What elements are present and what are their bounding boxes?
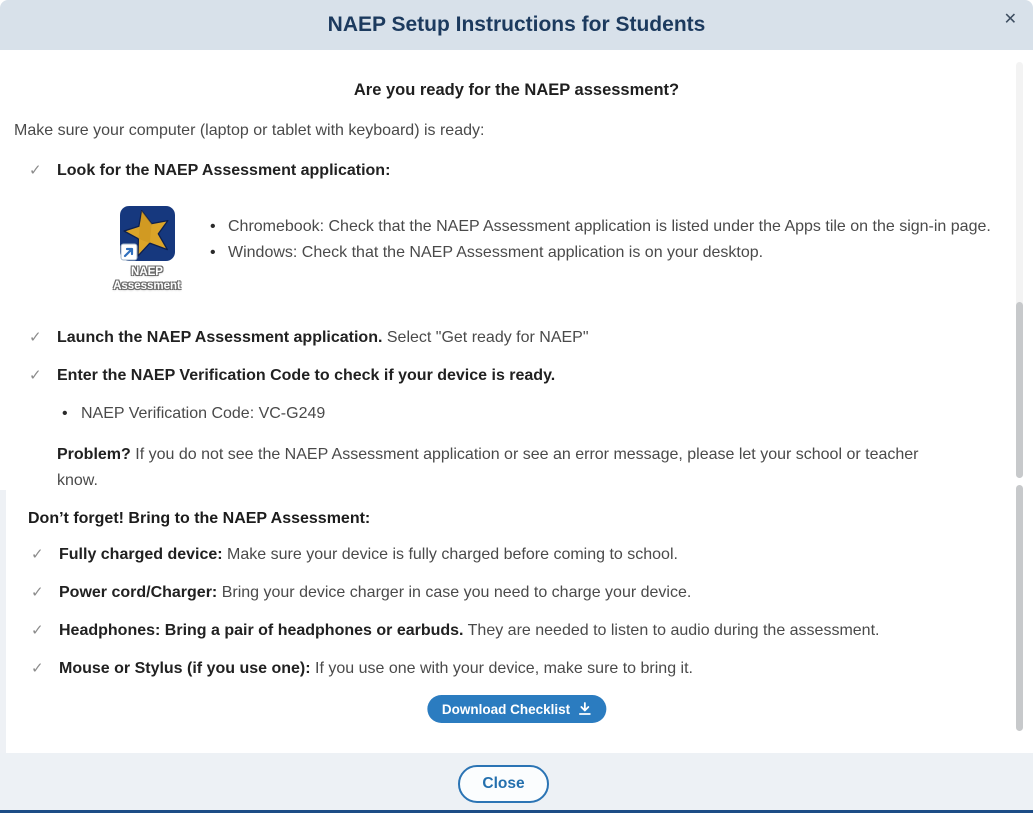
- bullet-icon: •: [210, 244, 216, 261]
- bullet-icon: •: [62, 405, 68, 422]
- bring-item-text: Fully charged device: Make sure your device is fully charged before coming to school.: [59, 546, 678, 563]
- scrollbar-thumb-upper[interactable]: [1016, 302, 1023, 478]
- step-launch: [29, 328, 589, 348]
- shortcut-arrow-icon: [121, 244, 137, 260]
- bring-item-text: Headphones: Bring a pair of headphones or earbuds. They are needed to listen to audio during the assessment.: [59, 622, 880, 639]
- step-enter-code: [29, 366, 555, 386]
- verification-code-item: [62, 404, 325, 424]
- problem-note: Problem? If you do not see the NAEP Assessment application or see an error message, please let your school or teacher know.: [57, 446, 919, 489]
- bring-item-power-cord: [31, 583, 691, 603]
- step-look-for: [29, 161, 390, 181]
- checkmark-icon: ✓: [29, 162, 42, 179]
- bring-item-mouse-stylus: [31, 659, 693, 679]
- checkmark-icon: ✓: [29, 329, 42, 346]
- scrollbar-thumb-lower[interactable]: [1016, 485, 1023, 731]
- platform-bullet-list: [210, 214, 995, 266]
- bring-item-text: Mouse or Stylus (if you use one): If you use one with your device, make sure to bring it.: [59, 660, 693, 677]
- download-checklist-label: Download Checklist: [441, 701, 571, 717]
- bullet-icon: •: [210, 218, 216, 235]
- step-text: Look for the NAEP Assessment application:: [57, 162, 391, 179]
- verification-code-text: NAEP Verification Code: VC-G249: [81, 405, 326, 422]
- step-text: Enter the NAEP Verification Code to check if your device is ready.: [57, 367, 556, 384]
- left-gutter: [0, 490, 6, 753]
- checkmark-icon: ✓: [31, 584, 44, 601]
- download-icon: [578, 702, 591, 716]
- modal-header: [0, 0, 1033, 50]
- step-text: Launch the NAEP Assessment application. Select "Get ready for NAEP": [57, 329, 589, 346]
- checkmark-icon: ✓: [29, 367, 42, 384]
- list-item: • Chromebook: Check that the NAEP Assessment application is listed under the Apps tile on the sign-in page.: [210, 214, 995, 240]
- close-icon[interactable]: ✕: [998, 6, 1023, 34]
- download-checklist-button[interactable]: [427, 695, 606, 723]
- checkmark-icon: ✓: [31, 546, 44, 563]
- naep-star-icon: [119, 205, 176, 262]
- bring-item-headphones: [31, 621, 879, 641]
- app-icon-label: NAEP Assessment: [113, 266, 181, 292]
- modal-title: NAEP Setup Instructions for Students: [327, 13, 706, 36]
- modal-footer: [0, 753, 1033, 813]
- close-button[interactable]: Close: [458, 765, 549, 803]
- ready-question: Are you ready for the NAEP assessment?: [353, 81, 680, 99]
- dont-forget-heading: Don’t forget! Bring to the NAEP Assessment:: [28, 510, 371, 527]
- lead-text: Make sure your computer (laptop or tablet with keyboard) is ready:: [14, 122, 485, 139]
- checkmark-icon: ✓: [31, 622, 44, 639]
- list-item: • Windows: Check that the NAEP Assessment application is on your desktop.: [210, 240, 995, 266]
- bring-item-charged-device: [31, 545, 678, 565]
- checkmark-icon: ✓: [31, 660, 44, 677]
- naep-app-icon: [97, 205, 197, 293]
- bring-item-text: Power cord/Charger: Bring your device charger in case you need to charge your device.: [59, 584, 692, 601]
